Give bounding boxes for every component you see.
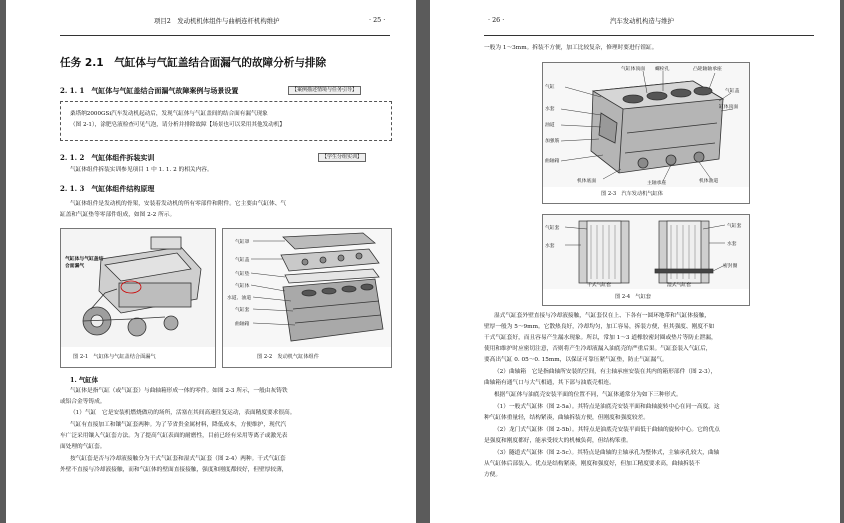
sub1-line-3: （1）气缸 它是安装机燃烧做功的场所，活塞在其间高速往复运动，表面精度要求很高。 (70, 410, 296, 416)
right-header-rule (484, 35, 814, 36)
fig2-label-crankcase: 曲轴箱 (235, 322, 250, 327)
fig2-label-head-gasket: 气缸垫 (235, 272, 250, 277)
fig4-label-liner-right: 气缸套 (727, 224, 742, 229)
figure-2-1-caption: 图 2-1 气缸体与气缸盖结合面漏气 (73, 354, 156, 360)
right-line-13: （3）隧道式气缸体（图 2-5c）。其特点是曲轴的主轴承孔为整体式，主轴承孔较大，曲轴 (494, 450, 720, 456)
fig2-label-cylinder-cover: 气缸罩 (235, 240, 250, 245)
sub1-line-7: 按气缸套是否与冷却液接触分为干式气缸套和湿式气缸套（图 2-4）两种。干式气缸套 (70, 456, 286, 462)
right-running-header: 汽车发动机构造与维护 (610, 17, 674, 25)
figure-2-2 (222, 228, 392, 368)
subsection-cylinder-block-heading: 1. 气缸体 (70, 376, 99, 384)
case-line-2: （图 2-1），涂肥皂液检查可见气泡，请分析并排除故障【场景也可以采用其他发动机】 (70, 122, 285, 128)
section-2-1-2-tag: 【学生分组实训】 (318, 153, 366, 162)
left-running-header: 项目2 发动机机体组件与曲柄连杆机构维护 (154, 17, 280, 25)
figure-2-3 (542, 62, 750, 204)
figure-2-1 (60, 228, 216, 368)
case-line-1: 桑塔纳2000GSi汽车发动机起动后，发现气缸体与气缸盖间的结合面有漏气现象 (70, 111, 268, 117)
section-2-1-3-line-1: 气缸体组件是发动机的骨架，安装着发动机的所有零部件和附件。它主要由气缸体、气 (70, 201, 287, 207)
sub1-line-1: 气缸体是指气缸（或气缸套）与曲轴箱形成一体的零件。如图 2-3 所示，一般由灰铸铁 (70, 388, 288, 394)
fig3-label-block-oilway: 机体油道 (699, 179, 719, 184)
right-line-11: （2）龙门式气缸体（图 2-5b）。其特点是油底壳安装平面低于曲轴的旋转中心。它的优点 (494, 427, 720, 433)
engine-illustration (61, 229, 215, 347)
fig3-label-bottom-face: 机体底面 (577, 179, 597, 184)
section-2-1-3-line-2: 缸盖和气缸垫等零部件组成，如图 2-2 所示。 (60, 212, 176, 218)
fig2-label-cylinder-block: 气缸体 (235, 284, 250, 289)
right-line-14: 从气缸体后部装入。优点是结构紧凑，刚度和强度好，但加工精度要求高，曲轴拆装不 (484, 461, 701, 467)
fig4-label-seal-ring: 密封圈 (723, 264, 738, 269)
right-line-8: 根据气缸体与油底壳安装平面的位置不同，气缸体通常分为如下三种形式。 (494, 392, 682, 398)
task-title: 任务 2.1 气缸体与气缸盖结合面漏气的故障分析与排除 (60, 57, 327, 69)
right-top-line: 一般为 1～3mm。拆装不方便，加工比较复杂，修理时要进行镗缸。 (484, 45, 658, 51)
fig3-label-block-top: 气缸体顶面 (621, 67, 645, 72)
fig4-label-liner-left: 气缸套 (545, 226, 560, 231)
section-2-1-1-heading: 2. 1. 1 气缸体与气缸盖结合面漏气故障案例与场景设置 (60, 86, 239, 95)
right-line-6: （2）曲轴箱 它是指曲轴所安装的空间，有主轴承座安装在其内的箱形部件（图 2-3）， (494, 369, 717, 375)
left-page-number: · 25 · (369, 16, 386, 24)
right-line-15: 方便。 (484, 472, 502, 478)
section-2-1-2-text: 气缸体组件拆装实训参见项目 1 中 1. 1. 2 的相关内容。 (70, 167, 213, 173)
right-line-7: 曲轴箱有通气口与大气相通，其下部与油底壳相连。 (484, 380, 615, 386)
section-2-1-1-tag: 【案例描述情境与任务引导】 (288, 86, 361, 95)
sub1-line-8: 外壁不直接与冷却液接触，而和气缸体的壁面直接接触，强度和刚度都较好，但壁厚较薄， (60, 467, 288, 473)
right-line-1: 湿式气缸套外壁直接与冷却液接触，气缸套仅在上、下各有一圆环地带和气缸体接触， (494, 313, 711, 319)
right-page (430, 0, 840, 523)
fig4-label-wet-liner: 湿式气缸套 (667, 283, 691, 288)
right-page-number: · 26 · (488, 16, 505, 24)
section-2-1-2-heading: 2. 1. 2 气缸体组件拆装实训 (60, 153, 155, 162)
fig2-label-cylinder-liner: 气缸套 (235, 308, 250, 313)
fig4-label-dry-liner: 干式气缸套 (587, 283, 611, 288)
fig4-label-jacket-right: 水套 (727, 242, 737, 247)
fig2-label-water-oil-passages: 水道、油道 (227, 296, 251, 301)
figure-2-2-caption: 图 2-2 发动机气缸体组件 (257, 354, 319, 360)
sub1-line-5: 车广泛采用镶入气缸套方法。为了提高气缸表面的耐磨性，目前已经有采用等离子或激光表 (60, 433, 288, 439)
cylinder-liner-illustration (543, 215, 749, 289)
fig3-label-rib: 加强筋 (545, 139, 560, 144)
right-line-12: 是强度和刚度都好，能承受较大的机械负荷，但结构笨重。 (484, 438, 632, 444)
cylinder-block-illustration (543, 63, 749, 187)
fig3-label-bolt-hole: 螺栓孔 (655, 67, 670, 72)
section-2-1-3-heading: 2. 1. 3 气缸体组件结构原理 (60, 184, 155, 193)
fig3-label-cylinder-head: 气缸盖 (725, 89, 740, 94)
right-line-4: 使用和维护时应密切注意，否则将产生冷却液漏入油底壳的严重后果。气缸套装入气缸后， (484, 346, 712, 352)
fig3-label-main-bearing: 主轴承座 (647, 181, 667, 186)
right-line-2: 壁厚一般为 5～9mm。它散热良好，冷却均匀，加工容易，拆装方便，但其强度、刚度不如 (484, 324, 715, 330)
right-line-9: （1）一般式气缸体（图 2-5a）。其特点是油底壳安装平面和曲轴旋转中心在同一高度。这 (494, 404, 720, 410)
fig3-label-oil-passage: 油道 (545, 123, 555, 128)
right-line-10: 种气缸体重量轻，结构紧凑，曲轴拆装方便，但刚度和强度较差。 (484, 415, 649, 421)
right-line-5: 要高出气缸 0. 05～0. 15mm，以保证可靠压紧气缸垫，防止气缸漏气。 (484, 357, 668, 363)
left-page (6, 0, 416, 523)
fig3-label-cylinder: 气缸 (545, 85, 555, 90)
sub1-line-2: 或铝合金等铸成。 (60, 399, 106, 405)
figure-2-3-caption: 图 2-3 汽车发动机气缸体 (601, 191, 663, 197)
fig4-label-jacket-left: 水套 (545, 244, 555, 249)
sub1-line-4: 气缸有直接加工和镶气缸套两种。为了节省贵金属材料，降低成本，方便维护，现代汽 (70, 422, 287, 428)
fig3-label-crankcase: 曲轴箱 (545, 159, 560, 164)
figure-2-4-caption: 图 2-4 气缸套 (615, 294, 651, 300)
left-header-rule (60, 35, 390, 36)
figure-2-1-callout: 气缸体与气缸盖结合面漏气 (65, 256, 104, 269)
fig3-label-water-jacket: 水套 (545, 107, 555, 112)
figure-2-4 (542, 214, 750, 306)
right-line-3: 干式气缸套好，而且容易产生漏水现象。所以，常加 1～3 道橡胶密封圈或垫片等防止泄漏， (484, 335, 717, 341)
sub1-line-6: 面处理的气缸套。 (60, 444, 106, 450)
fig3-label-top-face: 缸体顶面 (719, 105, 739, 110)
fig2-label-cylinder-head: 气缸盖 (235, 258, 250, 263)
fig3-label-camshaft-bearing: 凸轮轴轴承座 (693, 67, 722, 72)
